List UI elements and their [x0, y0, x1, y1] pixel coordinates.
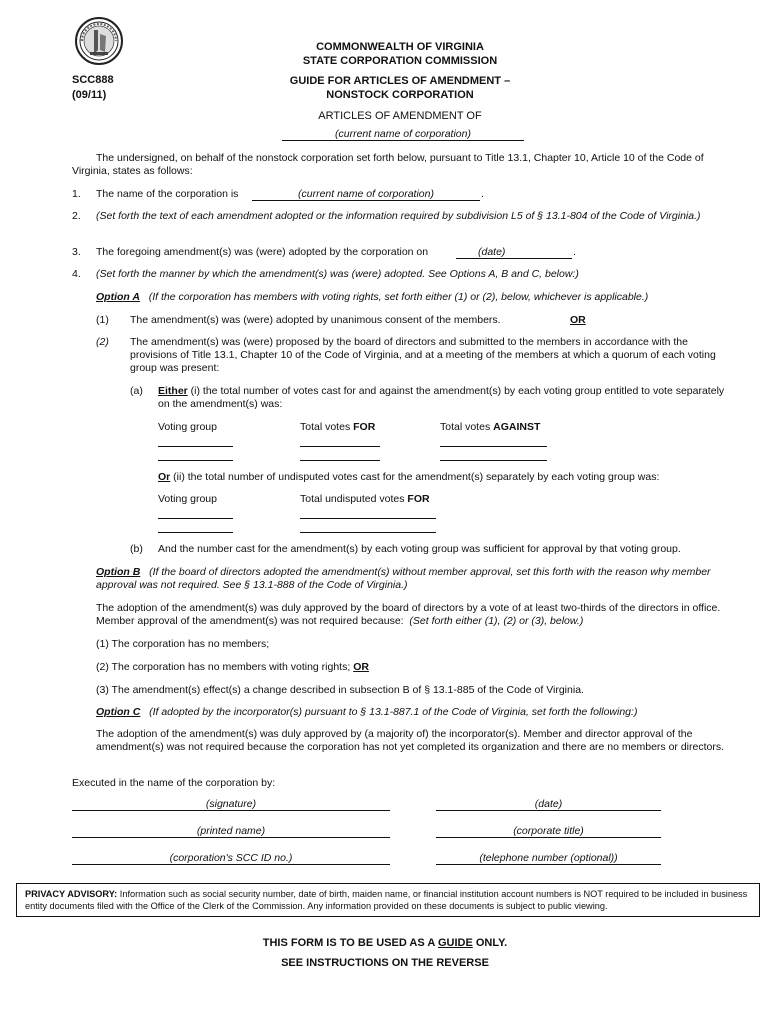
votes-against-field-2[interactable] [440, 451, 547, 461]
item-4-text: (Set forth the manner by which the amendment(s) was (were) adopted. See Options A, B and C, below:) [96, 268, 579, 280]
privacy-text: Information such as social security number, date of birth, maiden name, or financial institution account numbers is NOT required to be included in business entity documents filed with the Office of the Clerk of the Commission. Any information provided on these documents is subject to public viewing. [25, 889, 748, 911]
item-4-number: 4. [72, 268, 81, 280]
printed-name-field[interactable]: (printed name) [72, 825, 390, 838]
option-c-paragraph: The adoption of the amendment(s) was duly approved by (a majority of) the incorporator(s). Member and director approval of the amendment(s) was not required because the corporation has not yet completed its organization and there are no members or directors. [96, 728, 725, 753]
corporate-title-field[interactable]: (corporate title) [436, 825, 661, 838]
form-date: (09/11) [72, 89, 107, 101]
undisputed-group-field-1[interactable] [158, 509, 233, 519]
voting-group-field-2[interactable] [158, 451, 233, 461]
undisputed-votes-field-2[interactable] [300, 523, 436, 533]
guide-title-1: GUIDE FOR ARTICLES OF AMENDMENT – [289, 75, 511, 87]
option-a-line [96, 291, 736, 303]
option-b-reason-2: (2) The corporation has no members with voting rights; OR [96, 661, 369, 673]
item-1-number: 1. [72, 188, 81, 200]
guide-title-2: NONSTOCK CORPORATION [326, 89, 474, 101]
votes-for-field-1[interactable] [300, 437, 380, 447]
option-a-a-text [158, 385, 728, 411]
item-2-text: (Set forth the text of each amendment adopted or the information required by subdivision L5 of § 13.1-804 of the Code of Virginia.) [96, 210, 701, 222]
item-2-number: 2. [72, 210, 81, 222]
undisputed-group-field-2[interactable] [158, 523, 233, 533]
votes-for-field-2[interactable] [300, 451, 380, 461]
item-3-text: The foregoing amendment(s) was (were) adopted by the corporation on [96, 246, 429, 258]
option-b-line [96, 566, 728, 592]
date-field[interactable]: (date) [436, 798, 661, 811]
footer-guide-only: THIS FORM IS TO BE USED AS A GUIDE ONLY. [262, 937, 508, 949]
option-a-or-ii: Or (ii) the total number of undisputed votes cast for the amendment(s) separately by each voting group was: [158, 471, 660, 483]
adoption-date-field[interactable]: (date) [456, 246, 572, 259]
item-1-period: . [481, 188, 484, 200]
privacy-label: PRIVACY ADVISORY: [25, 889, 118, 899]
virginia-seal-icon [74, 14, 124, 68]
undisputed-votes-field-1[interactable] [300, 509, 436, 519]
form-code: SCC888 [72, 74, 114, 86]
header-commonwealth: COMMONWEALTH OF VIRGINIA [316, 41, 484, 53]
articles-of: ARTICLES OF AMENDMENT OF [318, 110, 482, 122]
voting-group-field-1[interactable] [158, 437, 233, 447]
col2-voting-group: Voting group [158, 493, 217, 505]
votes-against-field-1[interactable] [440, 437, 547, 447]
option-b-reason-1: (1) The corporation has no members; [96, 638, 270, 650]
current-name-field[interactable]: (current name of corporation) [282, 128, 524, 141]
privacy-advisory-box [16, 883, 760, 917]
option-a-2-number: (2) [96, 336, 109, 348]
option-c-label: Option C [96, 706, 141, 718]
option-b-paragraph: The adoption of the amendment(s) was duly approved by the board of directors by a vote of at least two-thirds of the directors in office. Member approval of the amendment(s) was not required because: (Set forth either (1), (2) or (3), below.) [96, 602, 721, 627]
item-3-number: 3. [72, 246, 81, 258]
scc-id-field[interactable]: (corporation's SCC ID no.) [72, 852, 390, 865]
option-a-desc: (If the corporation has members with voting rights, set forth either (1) or (2), below, whichever is applicable.) [148, 291, 649, 303]
signature-field[interactable]: (signature) [72, 798, 390, 811]
header-commission: STATE CORPORATION COMMISSION [302, 55, 498, 67]
option-a-label: Option A [96, 291, 140, 303]
option-a-or: OR [570, 314, 586, 326]
intro-paragraph: The undersigned, on behalf of the nonstock corporation set forth below, pursuant to Title 13.1, Chapter 10, Article 10 of the Code of Virginia, states as follows: [72, 152, 704, 177]
option-b-label: Option B [96, 566, 141, 578]
either-label: Either [158, 385, 188, 397]
option-a-b-text: And the number cast for the amendment(s) by each voting group was sufficient for approval by that voting group. [158, 543, 681, 555]
footer-instructions: SEE INSTRUCTIONS ON THE REVERSE [281, 957, 489, 969]
option-b-reason-3: (3) The amendment(s) effect(s) a change described in subsection B of § 13.1-885 of the Code of Virginia. [96, 684, 584, 696]
corporation-name-field[interactable]: (current name of corporation) [252, 188, 480, 201]
col-voting-group: Voting group [158, 421, 217, 433]
col-total-votes-for: Total votes FOR [300, 421, 376, 433]
col-total-votes-against: Total votes AGAINST [440, 421, 541, 433]
telephone-field[interactable]: (telephone number (optional)) [436, 852, 661, 865]
option-a-b-label: (b) [130, 543, 143, 555]
option-b-desc: (If the board of directors adopted the amendment(s) without member approval, set this forth with the reason why member approval was not required. See § 13.1-888 of the Code of Virginia.) [96, 566, 711, 591]
option-a-2-text: The amendment(s) was (were) proposed by the board of directors and submitted to the members in accordance with the provisions of Title 13.1, Chapter 10 of the Code of Virginia, and at a meeting of the members at which a quorum of each voting group was present: [130, 336, 716, 374]
option-a-1-number: (1) [96, 314, 109, 326]
option-a-1-text: The amendment(s) was (were) adopted by unanimous consent of the members. [130, 314, 501, 326]
either-text: (i) the total number of votes cast for and against the amendment(s) by each voting group entitled to vote separately on the amendment(s) was: [158, 385, 725, 410]
option-c-desc: (If adopted by the incorporator(s) pursuant to § 13.1-887.1 of the Code of Virginia, set forth the following:) [149, 706, 638, 718]
item-3-period: . [573, 246, 576, 258]
option-c-line [96, 706, 728, 718]
col2-undisputed: Total undisputed votes FOR [300, 493, 430, 505]
executed-text: Executed in the name of the corporation by: [72, 777, 276, 789]
option-a-a-label: (a) [130, 385, 143, 397]
item-1-text: The name of the corporation is [96, 188, 239, 200]
